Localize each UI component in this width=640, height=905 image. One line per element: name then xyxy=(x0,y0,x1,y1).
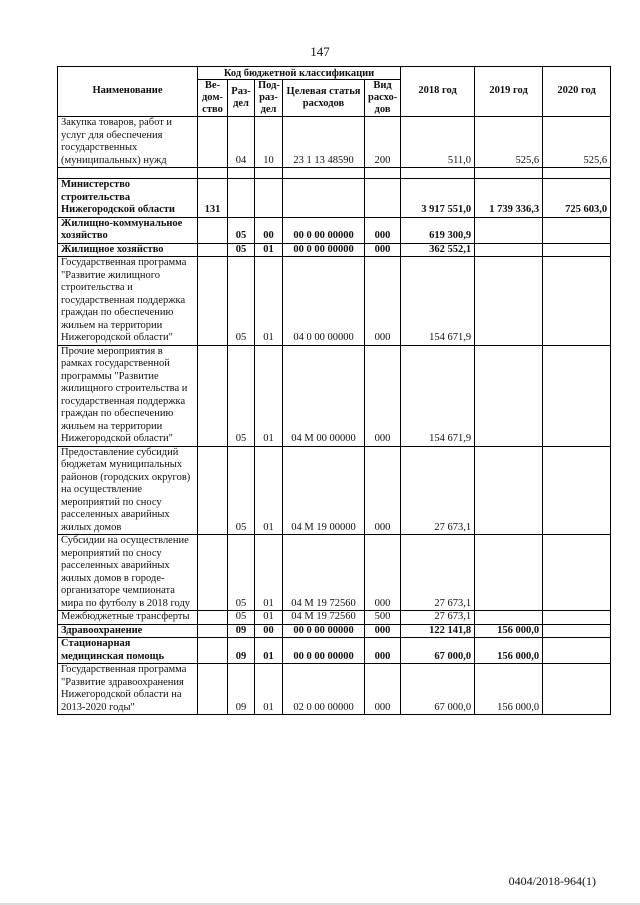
row-podrazdel: 01 xyxy=(255,257,283,346)
row-2018: 362 552,1 xyxy=(401,243,475,257)
row-podrazdel xyxy=(255,179,283,218)
row-vid: 000 xyxy=(365,638,401,664)
row-2019 xyxy=(475,243,543,257)
row-razdel: 05 xyxy=(228,257,255,346)
row-podrazdel: 00 xyxy=(255,217,283,243)
row-vid xyxy=(365,179,401,218)
row-podrazdel: 01 xyxy=(255,345,283,446)
row-vedomstvo xyxy=(198,257,228,346)
row-2019 xyxy=(475,535,543,611)
row-vedomstvo xyxy=(198,446,228,535)
table-row xyxy=(58,446,611,535)
document-code: 0404/2018-964(1) xyxy=(508,874,596,888)
row-2020 xyxy=(543,243,611,257)
row-name: Государственная программа "Развитие жилищного строительства и государственная поддержка граждан по обеспечению жильем на территории Нижегородской области" xyxy=(58,257,198,346)
table-row xyxy=(58,117,611,168)
row-2018: 27 673,1 xyxy=(401,611,475,625)
row-2020 xyxy=(543,611,611,625)
row-2020 xyxy=(543,257,611,346)
header-tselevaya: Целевая статья расходов xyxy=(283,80,365,117)
row-2018: 3 917 551,0 xyxy=(401,179,475,218)
row-tselevaya: 04 М 00 00000 xyxy=(283,345,365,446)
row-tselevaya: 02 0 00 00000 xyxy=(283,664,365,715)
row-name: Государственная программа "Развитие здравоохранения Нижегородской области на 2013-2020 годы" xyxy=(58,664,198,715)
row-vedomstvo xyxy=(198,345,228,446)
row-vid: 200 xyxy=(365,117,401,168)
row-2020 xyxy=(543,217,611,243)
row-podrazdel: 00 xyxy=(255,624,283,638)
row-name: Министерство строительства Нижегородской области xyxy=(58,179,198,218)
row-name: Закупка товаров, работ и услуг для обеспечения государственных (муниципальных) нужд xyxy=(58,117,198,168)
row-name: Жилищно-коммунальное хозяйство xyxy=(58,217,198,243)
row-podrazdel: 01 xyxy=(255,535,283,611)
row-2020 xyxy=(543,345,611,446)
header-vid: Вид расхо- дов xyxy=(365,80,401,117)
row-podrazdel: 01 xyxy=(255,664,283,715)
table-row xyxy=(58,624,611,638)
row-2018: 122 141,8 xyxy=(401,624,475,638)
row-vid: 000 xyxy=(365,446,401,535)
row-podrazdel: 01 xyxy=(255,243,283,257)
row-razdel: 04 xyxy=(228,117,255,168)
header-razdel: Раз- дел xyxy=(228,80,255,117)
row-razdel: 05 xyxy=(228,446,255,535)
row-tselevaya: 23 1 13 48590 xyxy=(283,117,365,168)
budget-table xyxy=(57,66,611,715)
row-2020 xyxy=(543,446,611,535)
page-number: 147 xyxy=(310,44,330,59)
row-tselevaya xyxy=(283,179,365,218)
header-vedomstvo: Ве- дом- ство xyxy=(198,80,228,117)
row-vedomstvo xyxy=(198,243,228,257)
row-vedomstvo: 131 xyxy=(198,179,228,218)
row-2020 xyxy=(543,535,611,611)
row-tselevaya: 04 0 00 00000 xyxy=(283,257,365,346)
row-2020 xyxy=(543,664,611,715)
row-2019: 156 000,0 xyxy=(475,624,543,638)
row-2018: 67 000,0 xyxy=(401,664,475,715)
row-2018: 154 671,9 xyxy=(401,345,475,446)
row-2020 xyxy=(543,638,611,664)
row-2018: 67 000,0 xyxy=(401,638,475,664)
table-row xyxy=(58,243,611,257)
row-podrazdel: 10 xyxy=(255,117,283,168)
row-name: Здравоохранение xyxy=(58,624,198,638)
row-vedomstvo xyxy=(198,664,228,715)
row-2018: 511,0 xyxy=(401,117,475,168)
row-vid: 000 xyxy=(365,217,401,243)
row-tselevaya: 04 М 19 00000 xyxy=(283,446,365,535)
row-2019: 156 000,0 xyxy=(475,664,543,715)
row-name: Прочие мероприятия в рамках государственной программы "Развитие жилищного строительства и государственная поддержка граждан по обеспечению жильем на территории Нижегородской области" xyxy=(58,345,198,446)
row-2018: 27 673,1 xyxy=(401,535,475,611)
table-row xyxy=(58,345,611,446)
header-2018: 2018 год xyxy=(401,67,475,117)
row-2019 xyxy=(475,217,543,243)
row-vedomstvo xyxy=(198,611,228,625)
row-razdel: 09 xyxy=(228,624,255,638)
row-vedomstvo xyxy=(198,117,228,168)
row-podrazdel: 01 xyxy=(255,638,283,664)
row-razdel: 05 xyxy=(228,611,255,625)
row-2018: 619 300,9 xyxy=(401,217,475,243)
row-vid: 000 xyxy=(365,345,401,446)
header-2019: 2019 год xyxy=(475,67,543,117)
row-vid: 000 xyxy=(365,624,401,638)
row-razdel xyxy=(228,179,255,218)
row-2019: 525,6 xyxy=(475,117,543,168)
row-vid: 000 xyxy=(365,257,401,346)
row-tselevaya: 00 0 00 00000 xyxy=(283,243,365,257)
header-podrazdel: Под- раз- дел xyxy=(255,80,283,117)
row-2019 xyxy=(475,446,543,535)
row-razdel: 05 xyxy=(228,345,255,446)
row-vid: 000 xyxy=(365,535,401,611)
row-tselevaya: 04 М 19 72560 xyxy=(283,535,365,611)
row-2019 xyxy=(475,611,543,625)
row-podrazdel: 01 xyxy=(255,611,283,625)
row-vid: 000 xyxy=(365,243,401,257)
table-row xyxy=(58,638,611,664)
row-tselevaya: 00 0 00 00000 xyxy=(283,624,365,638)
table-row-spacer xyxy=(58,168,611,179)
row-tselevaya: 00 0 00 00000 xyxy=(283,217,365,243)
row-2019 xyxy=(475,257,543,346)
row-name: Жилищное хозяйство xyxy=(58,243,198,257)
row-razdel: 05 xyxy=(228,535,255,611)
row-2020: 725 603,0 xyxy=(543,179,611,218)
header-budget-code-group: Код бюджетной классификации xyxy=(198,67,401,80)
row-name: Межбюджетные трансферты xyxy=(58,611,198,625)
row-2019: 1 739 336,3 xyxy=(475,179,543,218)
row-vedomstvo xyxy=(198,535,228,611)
row-tselevaya: 04 М 19 72560 xyxy=(283,611,365,625)
row-vedomstvo xyxy=(198,217,228,243)
header-name: Наименование xyxy=(58,67,198,117)
row-vid: 500 xyxy=(365,611,401,625)
table-row xyxy=(58,257,611,346)
row-razdel: 05 xyxy=(228,243,255,257)
row-razdel: 09 xyxy=(228,638,255,664)
row-name: Стационарная медицинская помощь xyxy=(58,638,198,664)
table-row xyxy=(58,535,611,611)
table-row xyxy=(58,664,611,715)
row-vid: 000 xyxy=(365,664,401,715)
row-2018: 154 671,9 xyxy=(401,257,475,346)
row-razdel: 09 xyxy=(228,664,255,715)
table-row xyxy=(58,217,611,243)
table-row xyxy=(58,611,611,625)
table-row xyxy=(58,179,611,218)
row-name: Предоставление субсидий бюджетам муниципальных районов (городских округов) на осуществление мероприятий по сносу расселенных аварийных жилых домов xyxy=(58,446,198,535)
header-2020: 2020 год xyxy=(543,67,611,117)
row-2020: 525,6 xyxy=(543,117,611,168)
row-2020 xyxy=(543,624,611,638)
row-razdel: 05 xyxy=(228,217,255,243)
row-2019 xyxy=(475,345,543,446)
row-podrazdel: 01 xyxy=(255,446,283,535)
row-vedomstvo xyxy=(198,624,228,638)
row-name: Субсидии на осуществление мероприятий по сносу расселенных аварийных жилых домов в городе-организаторе чемпионата мира по футболу в 2018 году xyxy=(58,535,198,611)
row-2018: 27 673,1 xyxy=(401,446,475,535)
row-2019: 156 000,0 xyxy=(475,638,543,664)
row-vedomstvo xyxy=(198,638,228,664)
row-tselevaya: 00 0 00 00000 xyxy=(283,638,365,664)
